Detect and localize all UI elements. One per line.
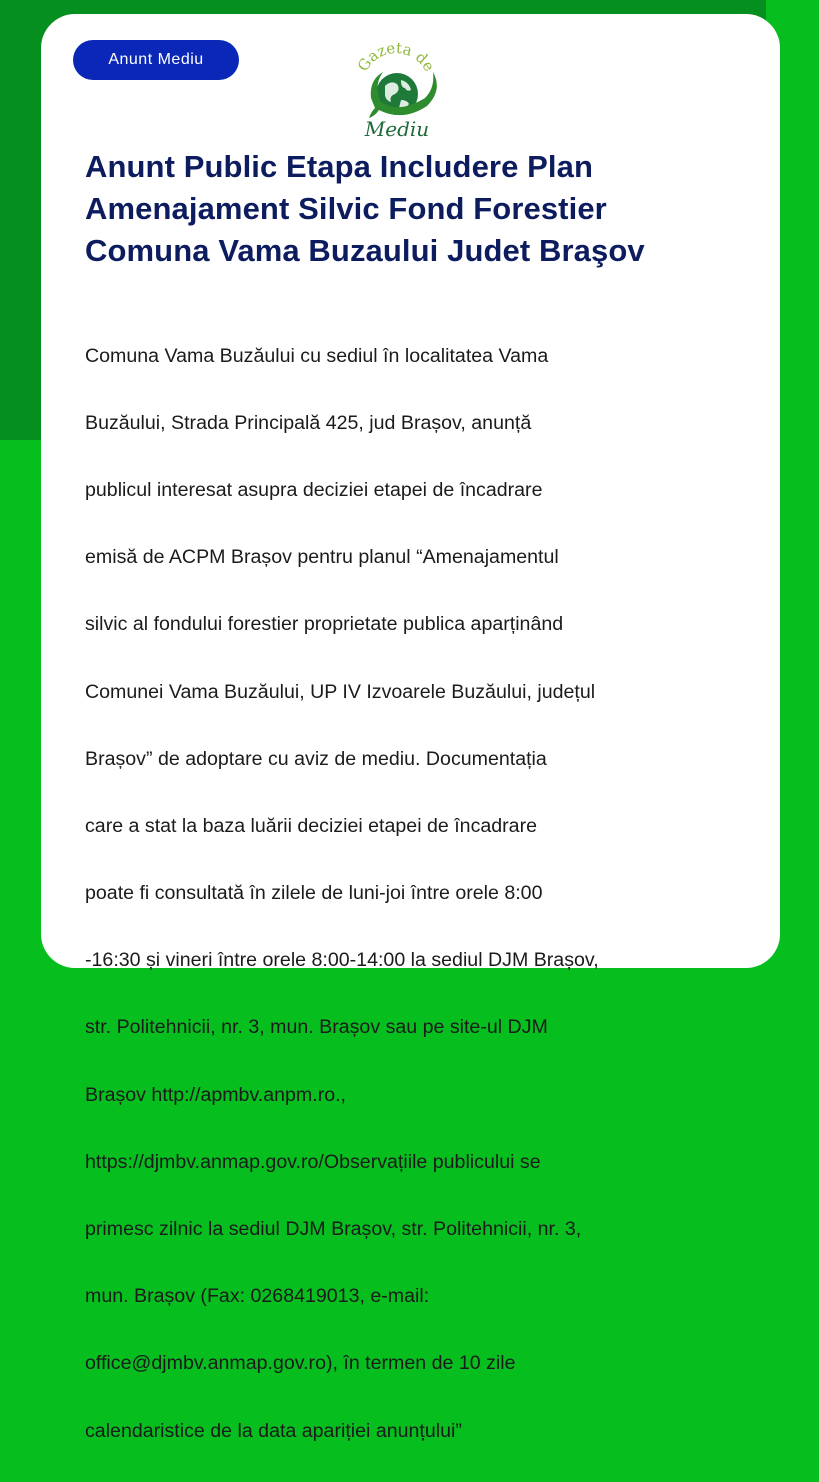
svg-text:Gazeta de bbox=[354, 39, 439, 75]
body-line: mun. Brașov (Fax: 0268419013, e-mail: bbox=[85, 1285, 430, 1308]
title-line: Comuna Vama Buzaului Judet Braşov bbox=[85, 233, 645, 268]
title-line: Amenajament Silvic Fond Forestier bbox=[85, 191, 607, 226]
body-line: publicul interesat asupra deciziei etapei de încadrare bbox=[85, 478, 543, 501]
logo-top-text: Gazeta de bbox=[353, 38, 439, 75]
body-line-link-apm[interactable]: Brașov http://apmbv.anpm.ro., bbox=[85, 1083, 347, 1106]
body-line: poate fi consultată în zilele de luni-joi între orele 8:00 bbox=[85, 882, 543, 905]
body-line: -16:30 și vineri între orele 8:00-14:00 la sediul DJM Brașov, bbox=[85, 949, 599, 972]
article-title bbox=[85, 146, 755, 272]
body-line: Brașov” de adoptare cu aviz de mediu. Documentația bbox=[85, 747, 547, 770]
body-line-email[interactable]: office@djmbv.anmap.gov.ro), în termen de 10 zile bbox=[85, 1352, 516, 1375]
body-line: primesc zilnic la sediul DJM Brașov, str. Politehnicii, nr. 3, bbox=[85, 1218, 582, 1241]
body-line-link-djm[interactable]: https://djmbv.anmap.gov.ro/Observațiile publicului se bbox=[85, 1150, 541, 1173]
category-badge[interactable] bbox=[73, 40, 239, 80]
announcement-card bbox=[41, 14, 780, 1442]
globe-leaf-logo-icon bbox=[341, 36, 451, 144]
body-line: silvic al fondului forestier proprietate publica aparținând bbox=[85, 613, 564, 636]
body-line: Comuna Vama Buzăului cu sediul în localitatea Vama bbox=[85, 344, 549, 367]
title-line: Anunt Public Etapa Includere Plan bbox=[85, 149, 593, 184]
article-body bbox=[85, 306, 745, 1482]
gazeta-de-mediu-logo bbox=[341, 36, 451, 144]
body-line: care a stat la baza luării deciziei etapei de încadrare bbox=[85, 814, 538, 837]
body-line: Buzăului, Strada Principală 425, jud Brașov, anunță bbox=[85, 411, 532, 434]
body-line: str. Politehnicii, nr. 3, mun. Brașov sau pe site-ul DJM bbox=[85, 1016, 548, 1039]
body-line: emisă de ACPM Brașov pentru planul “Amenajamentul bbox=[85, 546, 559, 569]
body-line: Comunei Vama Buzăului, UP IV Izvoarele Buzăului, județul bbox=[85, 680, 596, 703]
body-line: calendaristice de la data apariției anunțului” bbox=[85, 1419, 462, 1442]
logo-bottom-text: Mediu bbox=[364, 117, 430, 141]
category-badge-label: Anunt Mediu bbox=[108, 51, 204, 68]
